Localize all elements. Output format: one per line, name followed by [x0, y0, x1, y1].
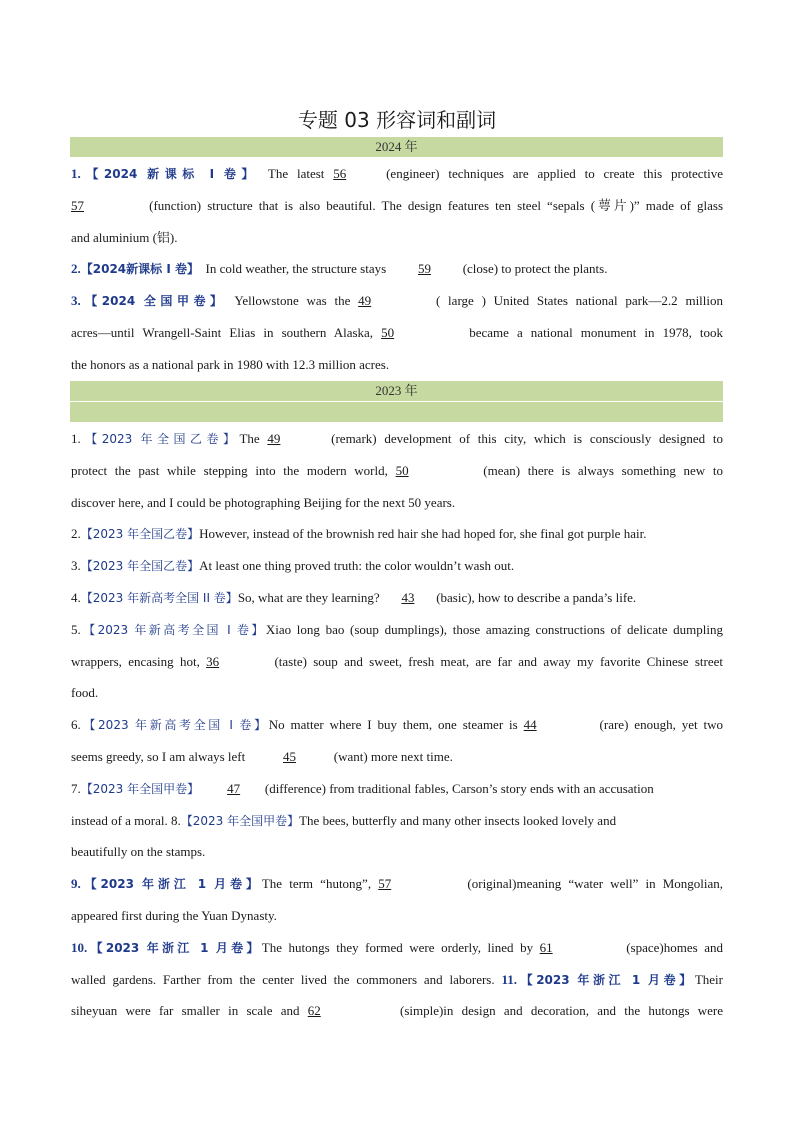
question-text: So, what are they learning? [237, 590, 380, 605]
question-text: In cold weather, the structure stays [205, 261, 387, 276]
question-text: acres—until Wrangell-Saint Elias in southern Alaska, [71, 325, 374, 340]
question-source: 【2023 年全国乙卷】 [80, 559, 200, 573]
question-text: The bees, butterfly and many other insects looked lovely and [299, 813, 617, 828]
answer-blank[interactable]: 56 [333, 166, 347, 181]
question-2023-10-11-line [71, 971, 723, 989]
question-2023-9-line-2 [71, 907, 723, 925]
question-2023-7-line-1 [71, 780, 723, 798]
answer-blank[interactable]: 49 [358, 293, 372, 308]
question-number: 1. [71, 166, 81, 181]
question-text: (difference) from traditional fables, Carson’s story ends with an accusation [264, 781, 654, 796]
question-number: 10. [71, 940, 88, 955]
question-2023-1-line-1 [71, 430, 723, 448]
question-text: and aluminium (铝). [71, 230, 178, 245]
question-source: 【2024 全国甲卷】 [80, 294, 227, 308]
question-text: Yellowstone was the [234, 293, 351, 308]
question-2023-6-line-1 [71, 716, 723, 734]
question-text: No matter where I buy them, one steamer is [268, 717, 518, 732]
question-text: Xiao long bao (soup dumplings), those amazing constructions of delicate dumpling [265, 622, 723, 637]
section-label-2023: 2023 年 [375, 383, 418, 398]
question-text: (want) more next time. [333, 749, 453, 764]
question-number: 3. [71, 558, 81, 573]
question-source: 【2023 年浙江 1 月卷】 [87, 941, 262, 955]
answer-blank[interactable]: 57 [71, 198, 84, 213]
question-number: 8. [171, 813, 181, 828]
question-text: The hutongs they formed were orderly, lined by [261, 940, 534, 955]
question-text: (function) structure that is also beautiful. The design features ten steel “sepals (萼片)” made of glass [149, 198, 723, 213]
question-2023-9-line-1 [71, 875, 723, 893]
question-number: 1. [71, 431, 81, 446]
question-text: food. [71, 685, 99, 700]
question-source: 【2023 年新高考全国 I 卷】 [80, 623, 266, 637]
question-number: 11. [501, 972, 518, 987]
question-source: 【2023 年全国乙卷】 [80, 527, 200, 541]
question-number: 7. [71, 781, 81, 796]
question-text: (simple)in design and decoration, and the hutongs were [399, 1003, 723, 1018]
question-text: (original)meaning “water well” in Mongolian, [467, 876, 723, 891]
question-2023-11-line-2 [71, 1002, 723, 1020]
question-2023-1-line-2 [71, 462, 723, 480]
question-text: instead of a moral. [71, 813, 168, 828]
question-2024-1-line-3 [71, 229, 723, 247]
answer-blank[interactable]: 50 [381, 325, 395, 340]
question-2024-1-line-1 [71, 165, 723, 183]
question-source: 【2023 年浙江 1 月卷】 [517, 973, 695, 987]
answer-blank[interactable]: 50 [395, 463, 409, 478]
question-number: 4. [71, 590, 81, 605]
question-text: ( large ) United States national park—2.2 million [435, 293, 723, 308]
question-2023-7-8-line [71, 812, 723, 830]
question-source: 【2024新课标 I 卷】 [80, 262, 199, 276]
question-2024-3-line-3 [71, 356, 723, 374]
question-2023-5-line-3 [71, 684, 723, 702]
question-text: discover here, and I could be photographing Beijing for the next 50 years. [71, 495, 456, 510]
question-text: (remark) development of this city, which is consciously designed to [331, 431, 723, 446]
question-2023-5-line-1 [71, 621, 723, 639]
question-text: walled gardens. Farther from the center lived the commoners and laborers. [71, 972, 495, 987]
answer-blank[interactable]: 57 [378, 876, 392, 891]
question-number: 6. [71, 717, 81, 732]
question-number: 3. [71, 293, 81, 308]
question-2023-3 [71, 557, 723, 575]
question-text: The latest [267, 166, 325, 181]
answer-blank[interactable]: 44 [523, 717, 537, 732]
question-number: 9. [71, 876, 81, 891]
question-text: seems greedy, so I am always left [71, 749, 246, 764]
section-header-2023 [70, 381, 723, 422]
question-source: 【2023 年全国甲卷】 [180, 814, 300, 828]
question-text: The term “hutong”, [261, 876, 372, 891]
question-text: (engineer) techniques are applied to create this protective [386, 166, 723, 181]
question-2024-2 [71, 260, 723, 278]
question-2024-3-line-2 [71, 324, 723, 342]
question-2023-6-line-2 [71, 748, 723, 766]
question-number: 5. [71, 622, 81, 637]
answer-blank[interactable]: 49 [267, 431, 281, 446]
answer-blank[interactable]: 59 [417, 261, 431, 276]
question-text: (space)homes and [626, 940, 723, 955]
question-source: 【2023 年新高考全国 I 卷】 [80, 718, 269, 732]
question-2024-3-line-1 [71, 292, 723, 310]
question-source: 【2023 年全国乙卷】 [80, 432, 240, 446]
answer-blank[interactable]: 43 [401, 590, 415, 605]
answer-blank[interactable]: 62 [307, 1003, 321, 1018]
question-2023-1-line-3 [71, 494, 723, 512]
question-text: (close) to protect the plants. [462, 261, 608, 276]
question-text: However, instead of the brownish red hair she had hoped for, she final got purple hair. [199, 526, 647, 541]
question-text: the honors as a national park in 1980 with 12.3 million acres. [71, 357, 390, 372]
question-2023-10-line-1 [71, 939, 723, 957]
question-source: 【2023 年全国甲卷】 [80, 782, 200, 796]
question-text: beautifully on the stamps. [71, 844, 206, 859]
question-2023-5-line-2 [71, 653, 723, 671]
section-label-2024: 2024 年 [375, 139, 418, 154]
question-source: 【2024 新课标 I 卷】 [80, 167, 260, 181]
question-text: siheyuan were far smaller in scale and [71, 1003, 300, 1018]
answer-blank[interactable]: 61 [539, 940, 553, 955]
question-text: (basic), how to describe a panda’s life. [436, 590, 637, 605]
answer-blank[interactable]: 36 [206, 654, 220, 669]
question-text: At least one thing proved truth: the color wouldn’t wash out. [199, 558, 515, 573]
question-text: The [239, 431, 260, 446]
question-2024-1-line-2 [71, 197, 723, 215]
question-2023-2 [71, 525, 723, 543]
question-text: became a national monument in 1978, took [469, 325, 723, 340]
question-text: appeared first during the Yuan Dynasty. [71, 908, 277, 923]
question-number: 2. [71, 526, 81, 541]
question-text: wrappers, encasing hot, [71, 654, 200, 669]
question-number: 2. [71, 261, 81, 276]
answer-blank[interactable]: 47 [227, 781, 241, 796]
question-text: protect the past while stepping into the modern world, [71, 463, 388, 478]
question-source: 【2023 年浙江 1 月卷】 [80, 877, 262, 891]
question-2023-8-line-2 [71, 843, 723, 861]
question-text: Their [694, 972, 723, 987]
question-2023-4 [71, 589, 723, 607]
section-header-2024 [70, 137, 723, 157]
question-source: 【2023 年新高考全国 II 卷】 [80, 591, 238, 605]
answer-blank[interactable]: 45 [283, 749, 296, 764]
question-text: (mean) there is always something new to [483, 463, 723, 478]
question-text: (taste) soup and sweet, fresh meat, are far and away my favorite Chinese street [274, 654, 723, 669]
question-text: (rare) enough, yet two [599, 717, 723, 732]
page-title: 专题 03 形容词和副词 [297, 108, 497, 132]
